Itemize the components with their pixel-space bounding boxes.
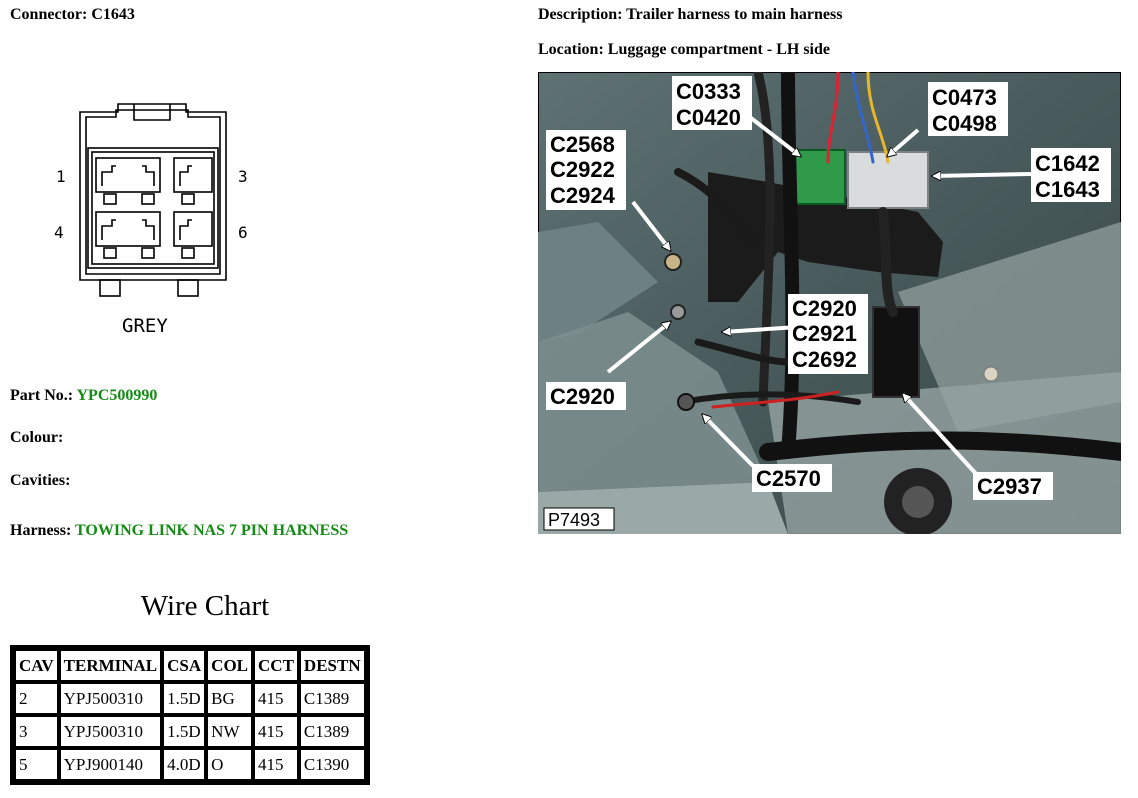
callout-c2922: C2922: [550, 157, 615, 182]
cell-col: O: [207, 749, 252, 780]
pin-label-3: 3: [238, 167, 248, 186]
cell-cct: 415: [254, 749, 298, 780]
callout-c2924: C2924: [550, 183, 615, 208]
cell-col: NW: [207, 716, 252, 747]
callout-c2920-upper: C2920: [792, 296, 857, 321]
cell-cav: 2: [15, 683, 58, 714]
wire-chart-table: [10, 645, 370, 785]
cell-destn: C1389: [300, 716, 365, 747]
cell-destn: C1389: [300, 683, 365, 714]
wire-chart-title: Wire Chart: [140, 590, 270, 622]
connector-label: Connector:: [10, 6, 88, 23]
harness-value: TOWING LINK NAS 7 PIN HARNESS: [75, 522, 349, 539]
connector-colour-text: GREY: [122, 315, 168, 337]
cell-terminal: YPJ900140: [60, 749, 162, 780]
callout-c0498: C0498: [932, 111, 997, 136]
callout-c0420: C0420: [676, 105, 741, 130]
cell-col: BG: [207, 683, 252, 714]
description-value: Trailer harness to main harness: [626, 6, 843, 23]
colour-field: [10, 429, 63, 447]
cell-cct: 415: [254, 716, 298, 747]
callout-c2921: C2921: [792, 321, 857, 346]
header-csa: CSA: [163, 650, 205, 681]
part-no-value: YPC500990: [76, 387, 158, 404]
location-photo: [538, 72, 1121, 534]
harness-label: Harness:: [10, 522, 72, 539]
connector-field: [10, 6, 135, 24]
callout-c0473: C0473: [932, 85, 997, 110]
pin-label-4: 4: [54, 223, 64, 242]
description-label: Description:: [538, 6, 623, 23]
table-row: [15, 683, 365, 714]
callout-c1642: C1642: [1035, 151, 1100, 176]
colour-label: Colour:: [10, 429, 64, 446]
cell-terminal: YPJ500310: [60, 716, 162, 747]
connector-value: C1643: [91, 6, 135, 23]
cell-csa: 4.0D: [163, 749, 205, 780]
header-col: COL: [207, 650, 252, 681]
callout-c2692: C2692: [792, 347, 857, 372]
table-row: [15, 716, 365, 747]
location-label: Location:: [538, 41, 604, 58]
callout-c2937: C2937: [977, 474, 1042, 499]
header-cct: CCT: [254, 650, 298, 681]
cell-destn: C1390: [300, 749, 365, 780]
table-header-row: [15, 650, 365, 681]
table-row: [15, 749, 365, 780]
connector-face-diagram: [50, 100, 280, 350]
header-cav: CAV: [15, 650, 58, 681]
cell-csa: 1.5D: [163, 683, 205, 714]
cell-cav: 5: [15, 749, 58, 780]
callout-c2570: C2570: [756, 466, 821, 491]
location-value: Luggage compartment - LH side: [607, 41, 830, 58]
cavities-label: Cavities:: [10, 472, 71, 489]
description-field: [538, 6, 842, 24]
callout-c2920-lower: C2920: [550, 384, 615, 409]
location-field: [538, 41, 830, 59]
callout-c1643: C1643: [1035, 177, 1100, 202]
pin-label-6: 6: [238, 223, 248, 242]
header-destn: DESTN: [300, 650, 365, 681]
cell-cct: 415: [254, 683, 298, 714]
cell-cav: 3: [15, 716, 58, 747]
header-terminal: TERMINAL: [60, 650, 162, 681]
callout-c2568: C2568: [550, 132, 615, 157]
harness-field: [10, 522, 348, 540]
part-no-field: [10, 387, 157, 405]
cell-terminal: YPJ500310: [60, 683, 162, 714]
part-no-label: Part No.:: [10, 387, 74, 404]
callout-c0333: C0333: [676, 79, 741, 104]
photo-reference: P7493: [548, 510, 601, 530]
pin-label-1: 1: [56, 167, 66, 186]
cavities-field: [10, 472, 70, 490]
cell-csa: 1.5D: [163, 716, 205, 747]
